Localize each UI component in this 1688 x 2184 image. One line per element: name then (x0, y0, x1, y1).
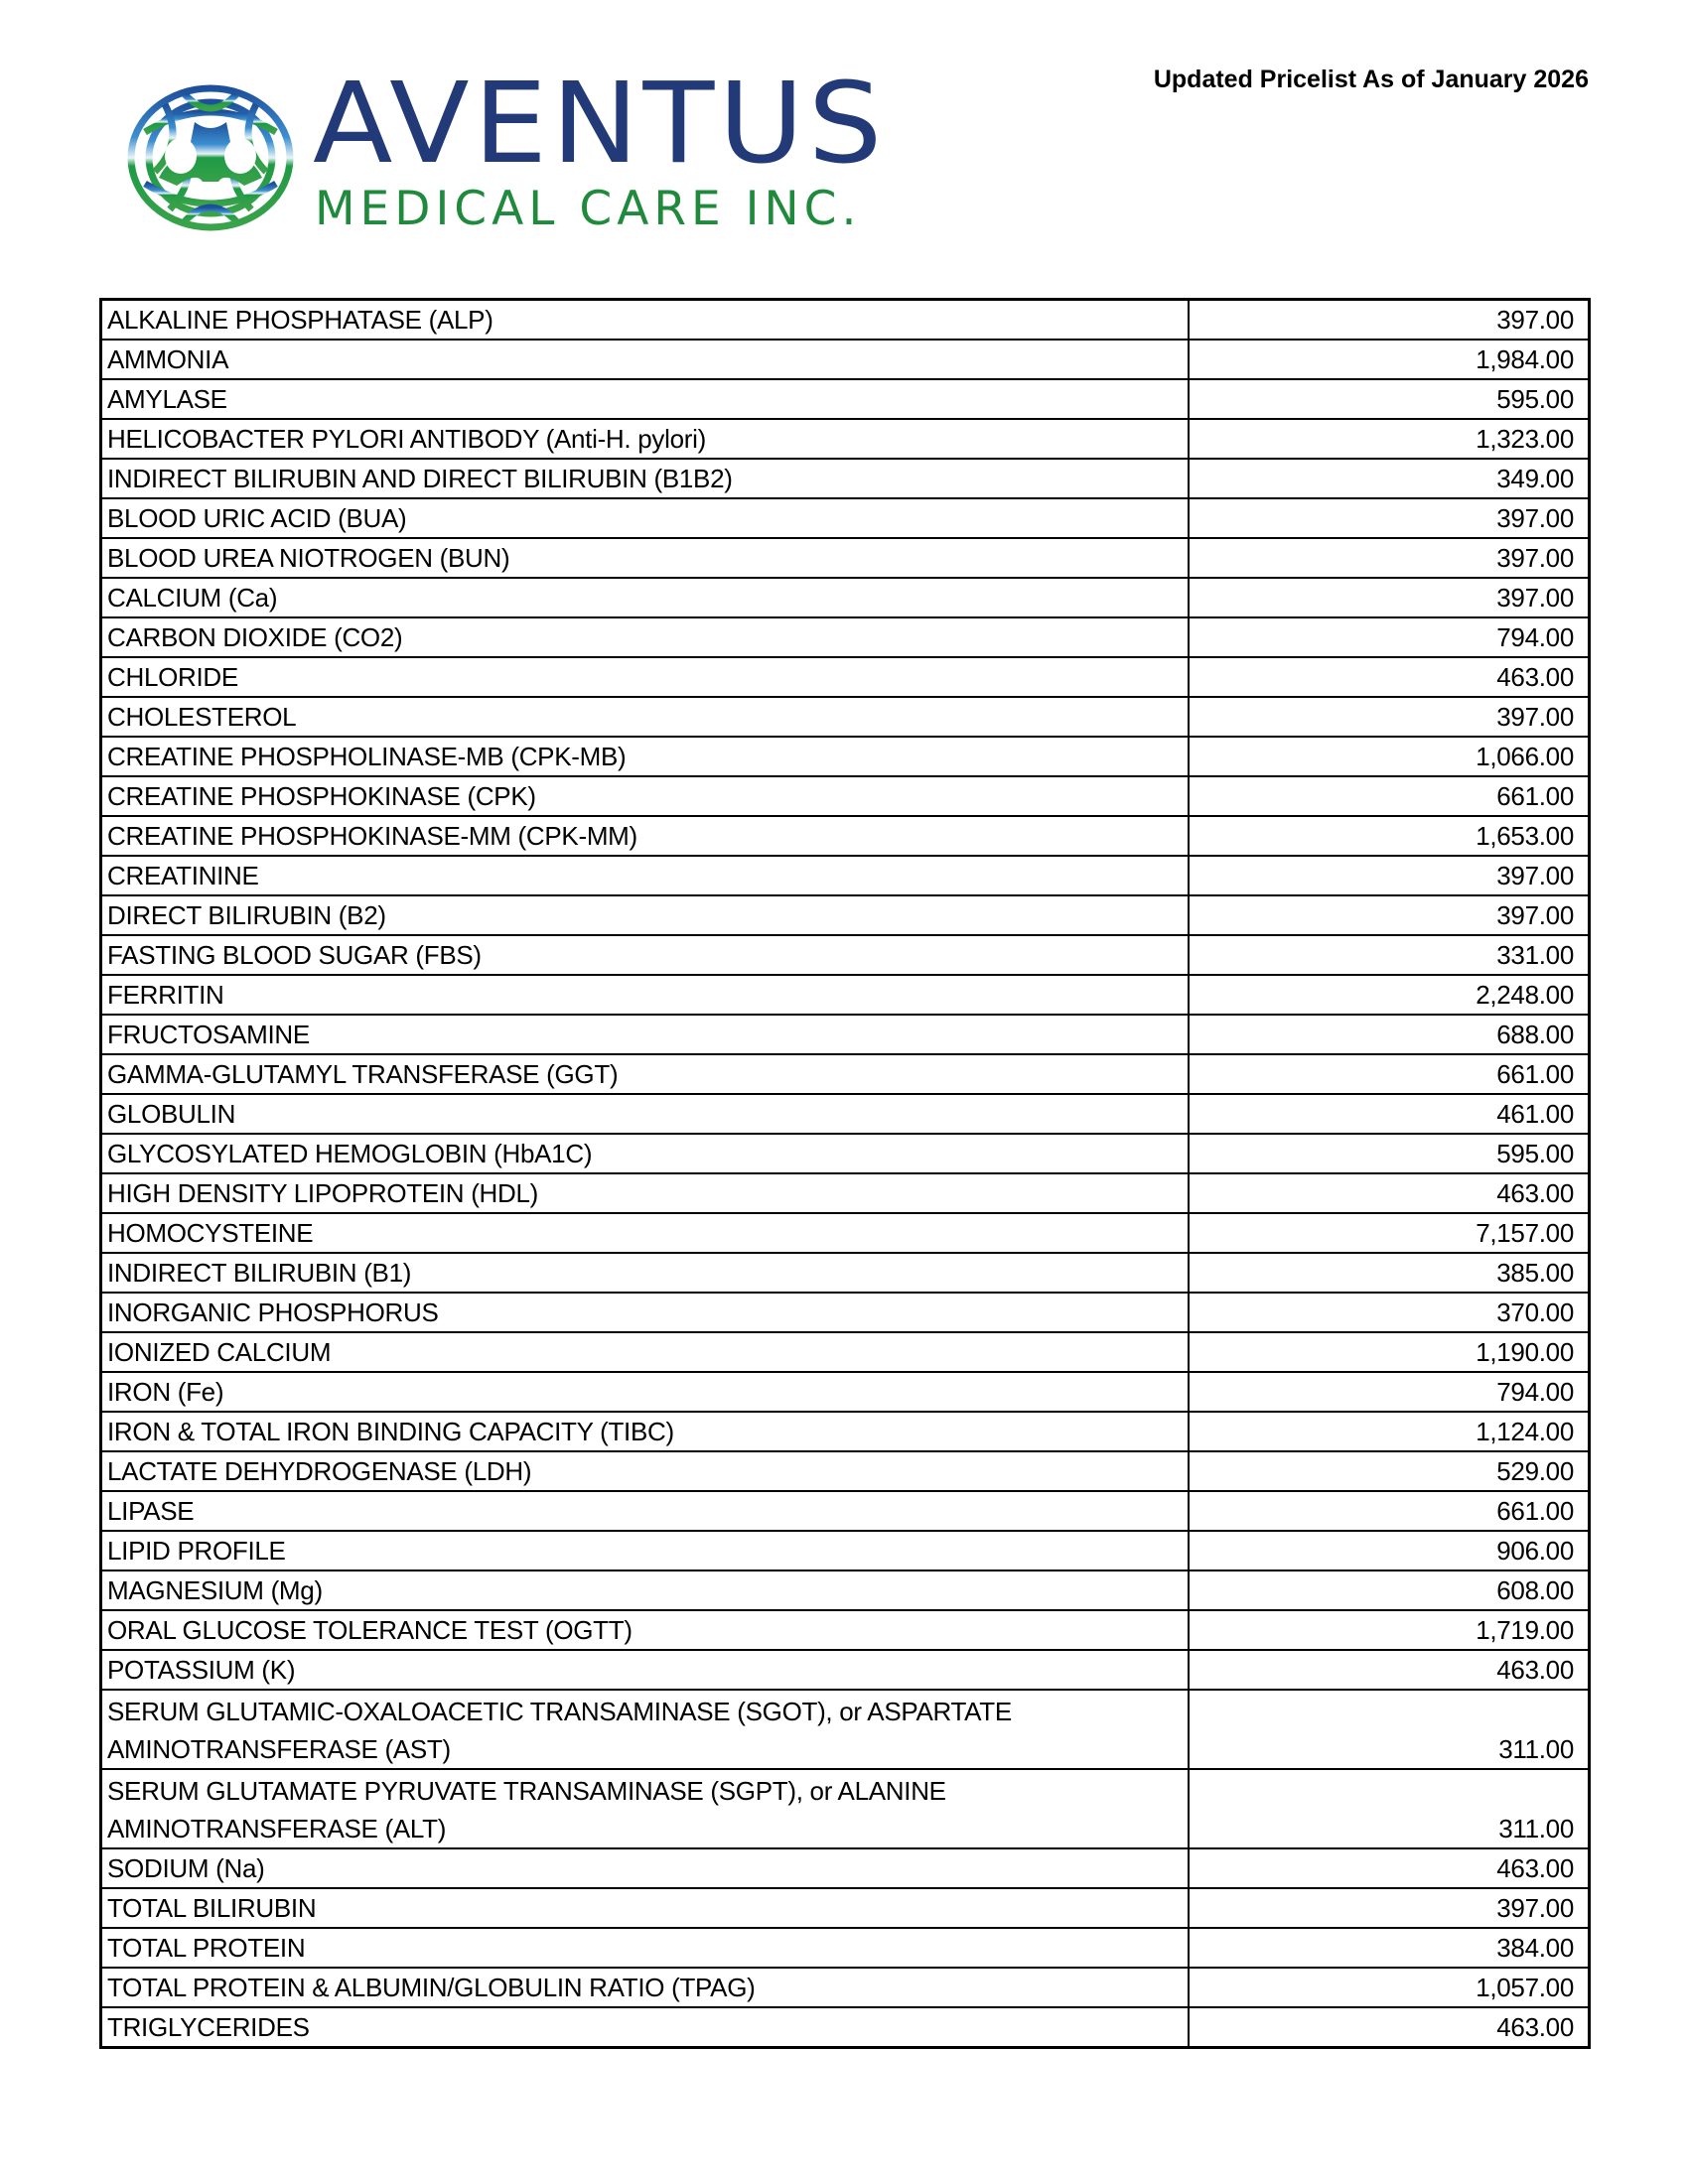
test-price: 370.00 (1189, 1293, 1590, 1332)
test-price: 397.00 (1189, 578, 1590, 617)
test-name: IRON (Fe) (101, 1372, 1190, 1412)
test-name: DIRECT BILIRUBIN (B2) (101, 895, 1190, 935)
test-name: GAMMA-GLUTAMYL TRANSFERASE (GGT) (101, 1054, 1190, 1094)
test-name: CREATINE PHOSPHOLINASE-MB (CPK-MB) (101, 737, 1190, 776)
test-name: TOTAL BILIRUBIN (101, 1888, 1190, 1928)
test-name: POTASSIUM (K) (101, 1650, 1190, 1690)
price-row (101, 1134, 1590, 1173)
test-name: LIPASE (101, 1491, 1190, 1531)
test-name: CALCIUM (Ca) (101, 578, 1190, 617)
test-name-line: AMINOTRANSFERASE (ALT) (107, 1814, 447, 1843)
pricelist-date-note: Updated Pricelist As of January 2026 (1153, 66, 1589, 93)
price-row (101, 1253, 1590, 1293)
test-name: CREATININE (101, 856, 1190, 895)
test-price: 397.00 (1189, 895, 1590, 935)
test-price: 331.00 (1189, 935, 1590, 975)
price-row (101, 1491, 1590, 1531)
price-row (101, 1332, 1590, 1372)
price-row (101, 935, 1590, 975)
test-price: 2,248.00 (1189, 975, 1590, 1015)
test-price: 661.00 (1189, 1054, 1590, 1094)
price-row (101, 895, 1590, 935)
test-name: ALKALINE PHOSPHATASE (ALP) (101, 300, 1190, 341)
test-price: 608.00 (1189, 1570, 1590, 1610)
price-row (101, 1928, 1590, 1968)
price-row (101, 498, 1590, 538)
test-price: 311.00 (1189, 1690, 1590, 1769)
test-name: TOTAL PROTEIN & ALBUMIN/GLOBULIN RATIO (TPAG) (101, 1968, 1190, 2007)
price-row (101, 300, 1590, 341)
test-price: 1,057.00 (1189, 1968, 1590, 2007)
test-name: INDIRECT BILIRUBIN AND DIRECT BILIRUBIN (B1B2) (101, 459, 1190, 498)
tree-of-life-icon (125, 82, 296, 233)
test-name: BLOOD URIC ACID (BUA) (101, 498, 1190, 538)
price-row (101, 657, 1590, 697)
price-row (101, 1848, 1590, 1888)
test-name (101, 1690, 1190, 1769)
test-price: 463.00 (1189, 657, 1590, 697)
test-price: 688.00 (1189, 1015, 1590, 1054)
test-price: 7,157.00 (1189, 1213, 1590, 1253)
price-row (101, 379, 1590, 419)
test-name: IRON & TOTAL IRON BINDING CAPACITY (TIBC) (101, 1412, 1190, 1451)
price-row (101, 1610, 1590, 1650)
test-price: 1,719.00 (1189, 1610, 1590, 1650)
price-row (101, 1769, 1590, 1848)
price-row (101, 816, 1590, 856)
price-row (101, 1293, 1590, 1332)
test-price: 463.00 (1189, 2007, 1590, 2048)
test-price: 397.00 (1189, 498, 1590, 538)
test-name: FRUCTOSAMINE (101, 1015, 1190, 1054)
price-row (101, 1968, 1590, 2007)
test-name: HIGH DENSITY LIPOPROTEIN (HDL) (101, 1173, 1190, 1213)
price-row (101, 697, 1590, 737)
test-name: TRIGLYCERIDES (101, 2007, 1190, 2048)
price-row (101, 737, 1590, 776)
pricelist-body (101, 300, 1590, 2048)
test-name: CARBON DIOXIDE (CO2) (101, 617, 1190, 657)
company-logo (119, 60, 894, 243)
price-row (101, 1570, 1590, 1610)
test-name: BLOOD UREA NIOTROGEN (BUN) (101, 538, 1190, 578)
price-row (101, 1015, 1590, 1054)
price-row (101, 1690, 1590, 1769)
price-row (101, 1173, 1590, 1213)
price-row (101, 1054, 1590, 1094)
test-price: 661.00 (1189, 1491, 1590, 1531)
page-header (0, 0, 1688, 298)
test-price: 463.00 (1189, 1173, 1590, 1213)
price-row (101, 1451, 1590, 1491)
price-row (101, 856, 1590, 895)
test-name: GLOBULIN (101, 1094, 1190, 1134)
test-price: 794.00 (1189, 1372, 1590, 1412)
test-price: 595.00 (1189, 379, 1590, 419)
test-price: 397.00 (1189, 300, 1590, 341)
price-row (101, 2007, 1590, 2048)
test-price: 595.00 (1189, 1134, 1590, 1173)
test-name: CREATINE PHOSPHOKINASE-MM (CPK-MM) (101, 816, 1190, 856)
test-name: LIPID PROFILE (101, 1531, 1190, 1570)
test-name (101, 1769, 1190, 1848)
test-price: 349.00 (1189, 459, 1590, 498)
price-row (101, 1650, 1590, 1690)
test-price: 1,124.00 (1189, 1412, 1590, 1451)
test-price: 1,984.00 (1189, 340, 1590, 379)
price-row (101, 419, 1590, 459)
test-name-line: AMINOTRANSFERASE (AST) (107, 1734, 451, 1764)
test-price: 794.00 (1189, 617, 1590, 657)
test-price: 397.00 (1189, 1888, 1590, 1928)
company-name: AVENTUS (313, 60, 887, 189)
test-price: 463.00 (1189, 1650, 1590, 1690)
price-row (101, 1213, 1590, 1253)
test-name-line: SERUM GLUTAMIC-OXALOACETIC TRANSAMINASE (SGOT), or ASPARTATE (107, 1697, 1012, 1726)
test-name: CREATINE PHOSPHOKINASE (CPK) (101, 776, 1190, 816)
test-name: LACTATE DEHYDROGENASE (LDH) (101, 1451, 1190, 1491)
pricelist-table (99, 298, 1591, 2049)
test-price: 397.00 (1189, 538, 1590, 578)
test-price: 463.00 (1189, 1848, 1590, 1888)
test-price: 661.00 (1189, 776, 1590, 816)
price-row (101, 1094, 1590, 1134)
test-name: HOMOCYSTEINE (101, 1213, 1190, 1253)
test-name: CHLORIDE (101, 657, 1190, 697)
test-name: IONIZED CALCIUM (101, 1332, 1190, 1372)
test-price: 461.00 (1189, 1094, 1590, 1134)
test-price: 529.00 (1189, 1451, 1590, 1491)
test-name: GLYCOSYLATED HEMOGLOBIN (HbA1C) (101, 1134, 1190, 1173)
price-row (101, 1412, 1590, 1451)
test-name: ORAL GLUCOSE TOLERANCE TEST (OGTT) (101, 1610, 1190, 1650)
test-price: 1,653.00 (1189, 816, 1590, 856)
test-name: MAGNESIUM (Mg) (101, 1570, 1190, 1610)
test-price: 906.00 (1189, 1531, 1590, 1570)
test-price: 1,066.00 (1189, 737, 1590, 776)
test-price: 397.00 (1189, 856, 1590, 895)
test-name: AMYLASE (101, 379, 1190, 419)
price-row (101, 1888, 1590, 1928)
test-price: 1,323.00 (1189, 419, 1590, 459)
test-name-line: SERUM GLUTAMATE PYRUVATE TRANSAMINASE (SGPT), or ALANINE (107, 1776, 946, 1806)
test-price: 397.00 (1189, 697, 1590, 737)
test-name: INORGANIC PHOSPHORUS (101, 1293, 1190, 1332)
test-name: TOTAL PROTEIN (101, 1928, 1190, 1968)
price-row (101, 776, 1590, 816)
test-name: FERRITIN (101, 975, 1190, 1015)
test-name: INDIRECT BILIRUBIN (B1) (101, 1253, 1190, 1293)
test-name: AMMONIA (101, 340, 1190, 379)
price-row (101, 538, 1590, 578)
price-row (101, 459, 1590, 498)
test-name: FASTING BLOOD SUGAR (FBS) (101, 935, 1190, 975)
test-price: 384.00 (1189, 1928, 1590, 1968)
test-name: HELICOBACTER PYLORI ANTIBODY (Anti-H. pylori) (101, 419, 1190, 459)
price-row (101, 340, 1590, 379)
test-price: 311.00 (1189, 1769, 1590, 1848)
price-row (101, 1372, 1590, 1412)
test-price: 385.00 (1189, 1253, 1590, 1293)
test-name: CHOLESTEROL (101, 697, 1190, 737)
price-row (101, 1531, 1590, 1570)
company-subtitle: MEDICAL CARE INC. (315, 182, 862, 236)
price-row (101, 975, 1590, 1015)
price-row (101, 578, 1590, 617)
test-name: SODIUM (Na) (101, 1848, 1190, 1888)
price-row (101, 617, 1590, 657)
test-price: 1,190.00 (1189, 1332, 1590, 1372)
